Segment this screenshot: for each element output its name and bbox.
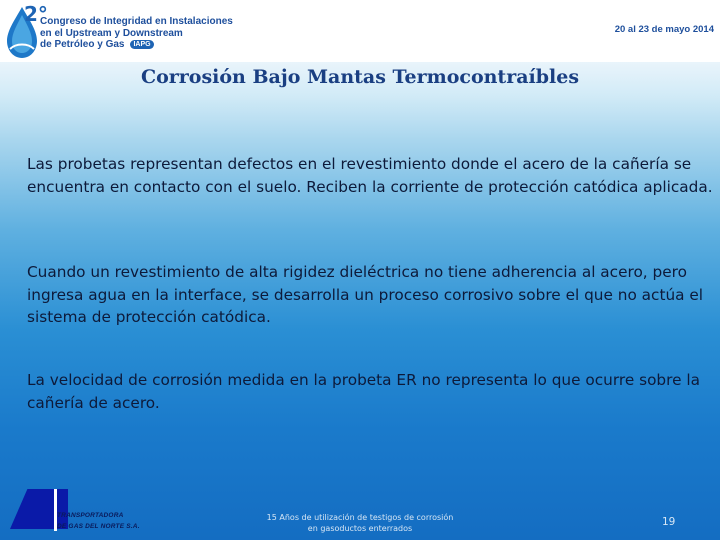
paragraph-velocidad: La velocidad de corrosión medida en la probeta ER no representa lo que ocurre sobre la cañería de acero.: [27, 371, 700, 412]
company-name-line: DE GAS DEL NORTE S.A.: [57, 523, 140, 530]
slide-title: Corrosión Bajo Mantas Termocontraíbles: [140, 66, 580, 88]
iapg-badge: IAPG: [130, 40, 153, 49]
conference-line-text: de Petróleo y Gas: [40, 39, 125, 50]
footer-caption-line: en gasoductos enterrados: [307, 523, 413, 533]
conference-name: [40, 16, 233, 51]
conference-line: [40, 39, 233, 51]
conference-dates: 20 al 23 de mayo 2014: [614, 24, 714, 35]
page-number: 19: [662, 516, 676, 528]
company-name-line: TRANSPORTADORA: [57, 512, 124, 519]
paragraph-probetas: Las probetas representan defectos en el revestimiento donde el acero de la cañería se encuentra en contacto con el suelo. Reciben la corriente de protección catódica aplicada.: [27, 155, 713, 196]
conference-line: Congreso de Integridad en Instalaciones: [40, 16, 233, 27]
footer-caption: [245, 513, 475, 534]
company-name: [57, 510, 140, 532]
paragraph-revestimiento: Cuando un revestimiento de alta rigidez dieléctrica no tiene adherencia al acero, pero ingresa agua en la interface, se desarrolla un proceso corrosivo sobre el que no actúa el sistema de protección catódica.: [27, 263, 704, 326]
conference-edition: 2°: [24, 2, 48, 26]
footer-caption-line: 15 Años de utilización de testigos de corrosión: [266, 513, 454, 522]
conference-line: en el Upstream y Downstream: [40, 27, 183, 39]
slide-header: [0, 0, 720, 62]
